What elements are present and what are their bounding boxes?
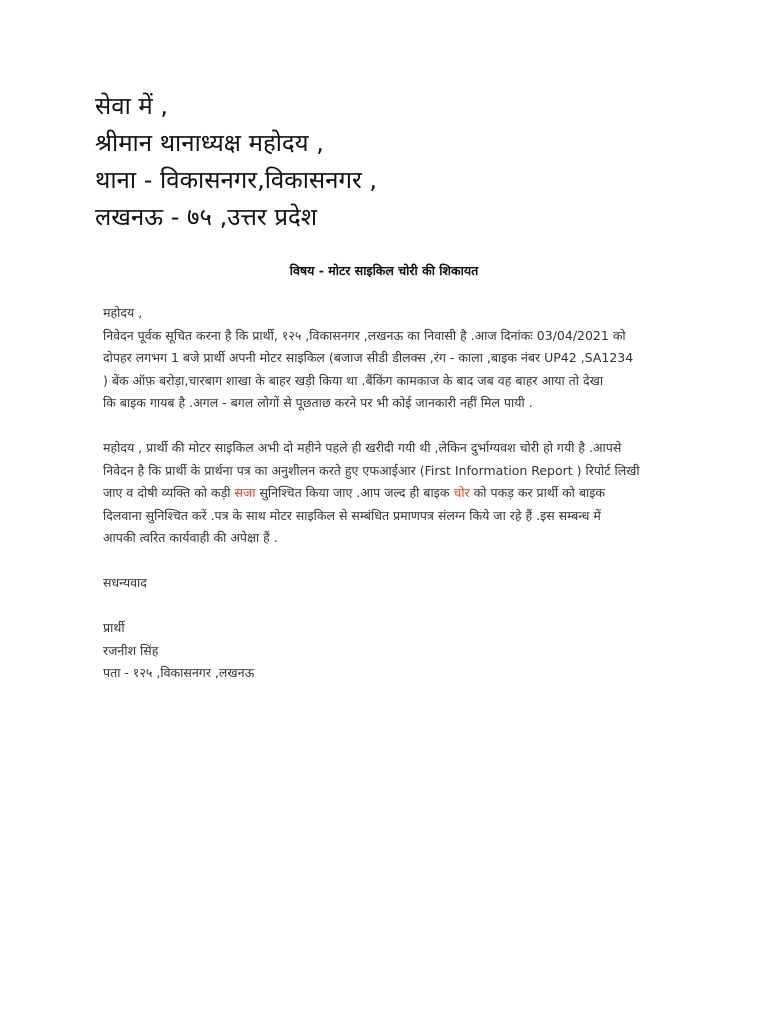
address-line-1: सेवा में ,: [95, 92, 169, 120]
closing: सधन्यवाद: [103, 575, 147, 590]
paragraph2-line: [103, 482, 668, 505]
signature-label: प्रार्थी: [103, 620, 125, 635]
signature-name: रजनीश सिंह: [103, 642, 159, 658]
address-line-4: लखनऊ - ७५ ,उत्तर प्रदेश: [95, 203, 318, 231]
paragraph2-line: निवेदन है कि प्रार्थी के प्रार्थना पत्र का अनुशीलन करते हुए एफआईआर (First Information Report ) रिपोर्ट लिखी: [103, 462, 640, 478]
paragraph2-line: महोदय , प्रार्थी की मोटर साइकिल अभी दो महीने पहले ही खरीदी गयी थी ,लेकिन दुर्भाग्यवश चोरी हो गयी है .आपसे: [103, 440, 622, 455]
paragraph1-line: ) बेंक ऑफ़ बरोड़ा,चारबाग शाखा के बाहर खड़ी किया था .बैंकिंग कामकाज के बाद जब वह बाहर आया तो देखा: [103, 372, 604, 388]
salutation: महोदय ,: [103, 305, 143, 320]
highlighted-word-thief[interactable]: चोर: [453, 485, 470, 500]
recipient-address: [95, 88, 377, 236]
text-segment: सुनिश्चित किया जाए .आप जल्द ही बाइक: [255, 485, 454, 500]
highlighted-word-punishment[interactable]: सजा: [234, 485, 256, 500]
text-segment: को पकड़ कर प्रार्थी को बाइक: [469, 485, 606, 500]
letter-body: [103, 302, 668, 685]
paragraph2-line: दिलवाना सुनिश्चित करें .पत्र के साथ मोटर साइकिल से सम्बंधित प्रमाणपत्र संलग्न किये जा रहे हैं .इस सम्बन्ध में: [103, 507, 601, 523]
signature-address: पता - १२५ ,विकासनगर ,लखनऊ: [103, 665, 255, 680]
address-line-2: श्रीमान थानाध्यक्ष महोदय ,: [95, 129, 324, 157]
address-line-3: थाना - विकासनगर,विकासनगर ,: [95, 166, 378, 194]
paragraph1-line: कि बाइक गायब है .अगल - बगल लोगों से पूछताछ करने पर भी कोई जानकारी नहीं मिल पायी .: [103, 395, 533, 410]
paragraph1-line: दोपहर लगभग 1 बजे प्रार्थी अपनी मोटर साइकिल (बजाज सीडी डीलक्स ,रंग - काला ,बाइक नंबर UP42 ,SA1234: [103, 350, 634, 365]
text-segment: जाए व दोषी व्यक्ति को कड़ी: [103, 485, 235, 500]
paragraph2-line: आपकी त्वरित कार्यवाही की अपेक्षा हैं .: [103, 530, 278, 545]
paragraph1-line: निवेदन पूर्वक सूचित करना है कि प्रार्थी, १२५ ,विकासनगर ,लखनऊ का निवासी है .आज दिनांकः 03/04/2021 को: [103, 327, 626, 343]
subject-line: विषय - मोटर साइकिल चोरी की शिकायत: [289, 263, 479, 278]
